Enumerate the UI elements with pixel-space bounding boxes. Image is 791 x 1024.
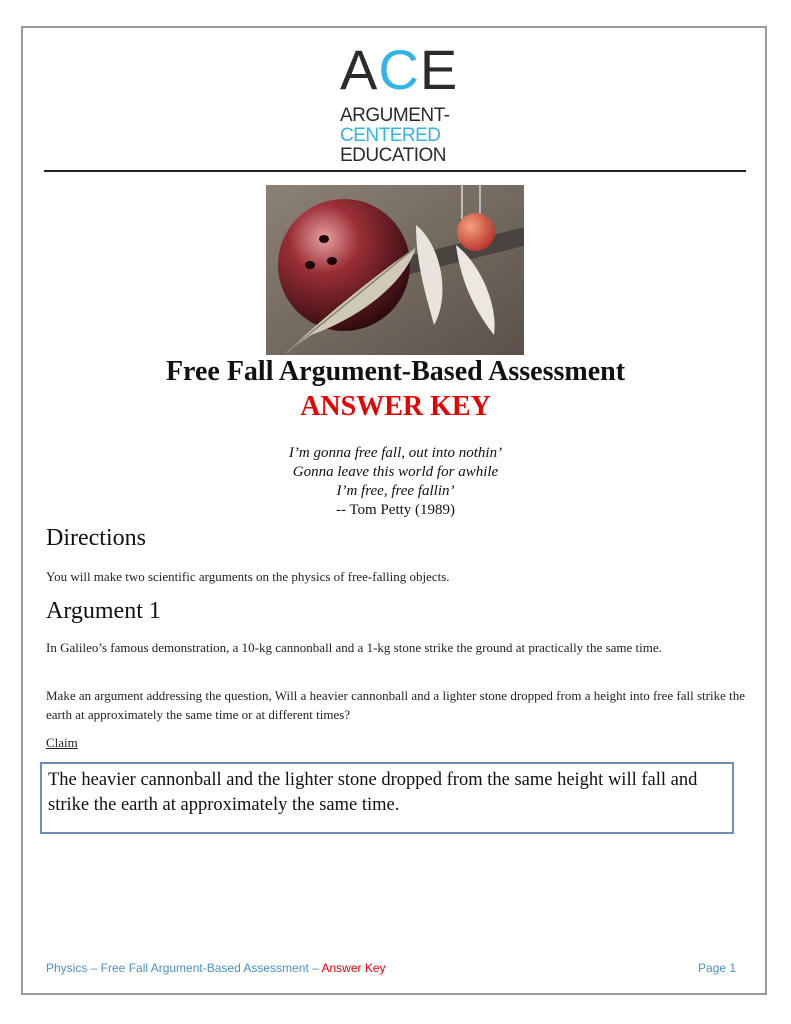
footer-answer-key: Answer Key <box>321 961 386 975</box>
logo-line-education: EDUCATION <box>340 145 446 166</box>
epigraph-quote <box>0 444 791 520</box>
page-number: Page 1 <box>698 961 737 975</box>
claim-label: Claim <box>46 735 78 750</box>
logo-line-argument: ARGUMENT- <box>340 105 450 126</box>
logo-letter-a: A <box>340 38 379 101</box>
claim-answer-box: The heavier cannonball and the lighter stone dropped from the same height will fall and strike the earth at approximately the same time. <box>40 762 734 834</box>
ace-logo <box>340 38 460 166</box>
quote-line: Gonna leave this world for awhile <box>292 464 499 480</box>
quote-line: I’m free, free fallin’ <box>336 483 455 499</box>
logo-letter-e: E <box>419 38 459 101</box>
answer-key-title: ANSWER KEY <box>300 391 491 422</box>
directions-heading: Directions <box>46 525 146 551</box>
quote-attribution: -- Tom Petty (1989) <box>335 502 456 518</box>
logo-letter-c: C <box>378 38 420 101</box>
argument1-heading: Argument 1 <box>46 598 161 624</box>
footer-title: Physics – Free Fall Argument-Based Assessment – <box>46 961 322 975</box>
quote-line: I’m gonna free fall, out into nothin’ <box>288 445 503 461</box>
logo-line-centered: CENTERED <box>340 125 441 146</box>
header-rule <box>44 170 746 172</box>
argument1-intro: In Galileo’s famous demonstration, a 10-kg cannonball and a 1-kg stone strike the ground at practically the same time. <box>46 640 662 655</box>
argument1-question: Make an argument addressing the question, Will a heavier cannonball and a lighter stone dropped from a height into free fall strike the earth at approximately the same time or at different times? <box>46 688 745 722</box>
logo-ace-letters <box>340 38 460 101</box>
directions-text: You will make two scientific arguments on the physics of free-falling objects. <box>46 569 450 584</box>
footer-text <box>46 961 386 975</box>
small-ball <box>457 213 495 251</box>
cannonball-feather-photo <box>266 185 524 355</box>
page-title: Free Fall Argument-Based Assessment <box>165 356 626 387</box>
